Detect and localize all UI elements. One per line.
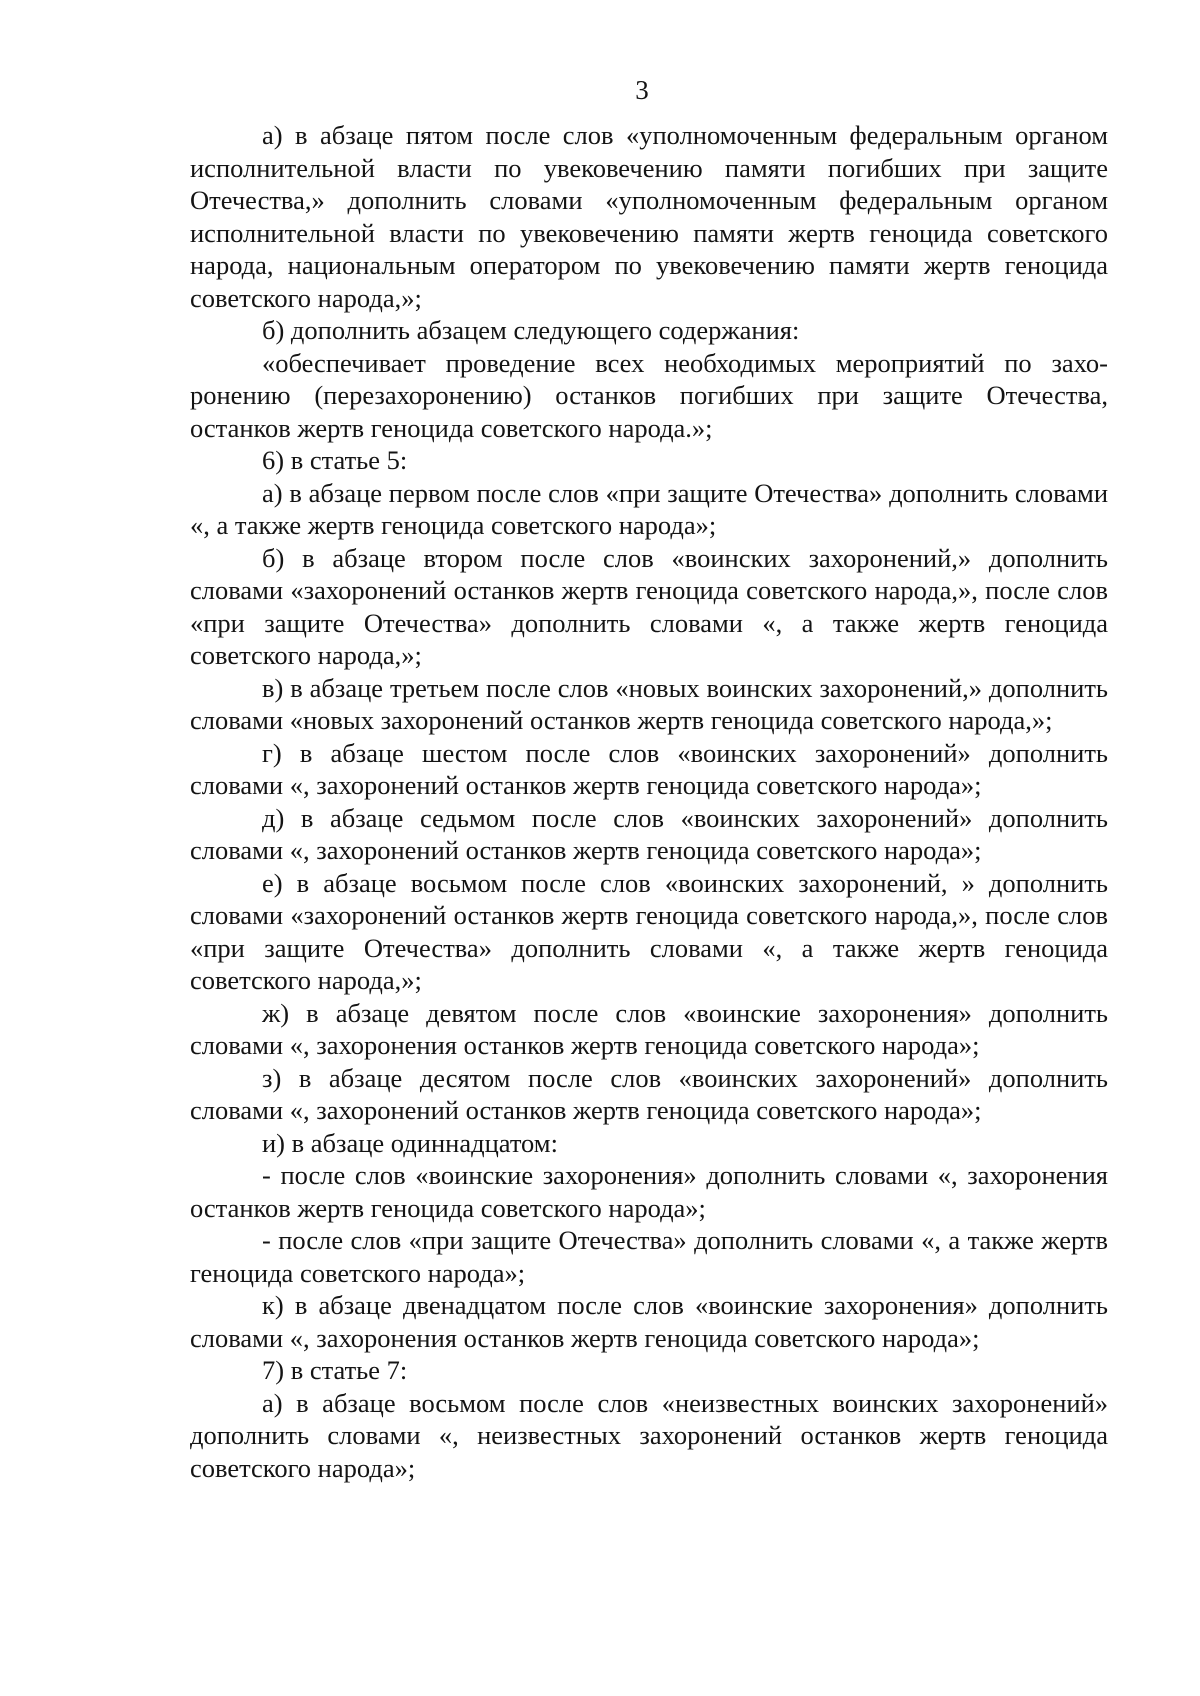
paragraph-5a: а) в абзаце пятом после слов «уполномоченным федеральным органом исполнительной власти по увековечению памяти погибших при защите Отечества,» дополнить словами «уполномоченным федеральным органом исполнительной власти по увековечению памяти жертв геноцида советского народа, национальным оператором по увековечению памяти жертв геноцида советского народа,»; [190,120,1108,313]
paragraph-7a: а) в абзаце восьмом после слов «неизвестных воинских захоронений» дополнить словами «, неизвестных захоронений останков жертв геноцида советского народа»; [190,1387,1108,1483]
paragraph-6i-item-1: - после слов «воинские захоронения» дополнить словами «, захоронения останков жертв геноцида советского народа»; [190,1160,1108,1223]
paragraph-6d: д) в абзаце седьмом после слов «воинских захоронений» дополнить словами «, захоронений останков жертв геноцида советского народа»; [190,802,1108,865]
paragraph-6z: з) в абзаце десятом после слов «воинских захоронений» дополнить словами «, захоронений останков жертв геноцида советского народа»; [190,1062,1108,1125]
paragraph-6i-item-2: - после слов «при защите Отечества» дополнить словами «, а также жертв геноцида советского народа»; [190,1225,1108,1288]
paragraph-6e: е) в абзаце восьмом после слов «воинских захоронений, » дополнить словами «захоронений останков жертв геноцида советского народа,», после слов «при защите Отечества» дополнить словами «, а также жертв геноцида советского народа,»; [190,867,1108,995]
paragraph-6: 6) в статье 5: [262,445,408,475]
paragraph-5b-content: «обеспечивает проведение всех необходимых мероприятий по захоронению (перезахоронению) останков погибших при защите Отечества, останков жертв геноцида советского народа.»; [190,347,1108,443]
paragraph-5b: б) дополнить абзацем следующего содержания: [262,315,800,345]
paragraph-6zh: ж) в абзаце девятом после слов «воинские захоронения» дополнить словами «, захоронения останков жертв геноцида советского народа»; [190,997,1108,1060]
paragraph-6v: в) в абзаце третьем после слов «новых воинских захоронений,» дополнить словами «новых захоронений останков жертв геноцида советского народа,»; [190,672,1108,735]
paragraph-6k: к) в абзаце двенадцатом после слов «воинские захоронения» дополнить словами «, захоронения останков жертв геноцида советского народа»; [190,1290,1108,1353]
paragraph-6a: а) в абзаце первом после слов «при защите Отечества» дополнить словами «, а также жертв геноцида советского народа»; [190,477,1108,540]
paragraph-6b: б) в абзаце втором после слов «воинских захоронений,» дополнить словами «захоронений останков жертв геноцида советского народа,», после слов «при защите Отечества» дополнить словами «, а также жертв геноцида советского народа,»; [190,542,1108,670]
paragraph-6i: и) в абзаце одиннадцатом: [262,1127,558,1158]
paragraph-6g: г) в абзаце шестом после слов «воинских захоронений» дополнить словами «, захоронений останков жертв геноцида советского народа»; [190,737,1108,800]
document-body [190,119,1108,1484]
paragraph-7: 7) в статье 7: [262,1355,408,1385]
page-number: 3 [635,75,649,105]
